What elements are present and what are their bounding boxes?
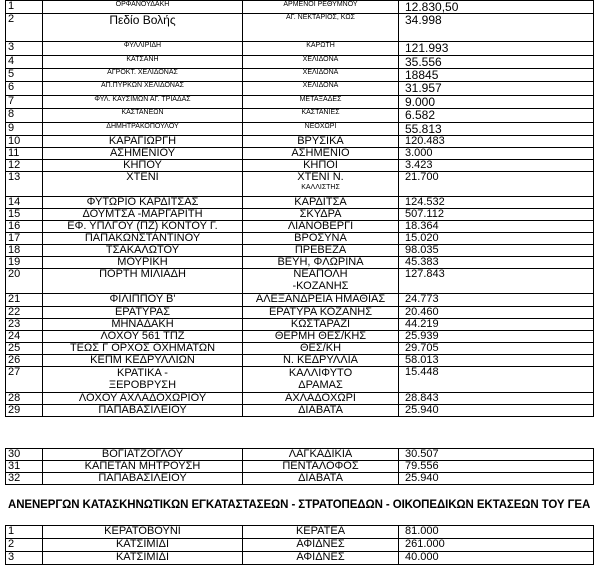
location: ΚΗΠΟΙ	[243, 160, 399, 172]
area: 120.483	[399, 136, 594, 148]
row-number: 29	[6, 405, 43, 417]
row-number: 3	[6, 552, 43, 565]
area: 127.843	[399, 269, 594, 294]
area: 24.773	[399, 294, 594, 307]
location: ΠΕΝΤΑΛΟΦΟΣ	[243, 461, 399, 473]
property-name: ΤΣΑΚΑΛΩΤΟΥ	[43, 245, 243, 257]
location: ΚΕΡΑΤΕΑ	[243, 526, 399, 539]
section-heading: ΑΝΕΝΕΡΓΩΝ ΚΑΤΑΣΚΗΝΩΤΙΚΩΝ ΕΓΚΑΤΑΣΤΑΣΕΩΝ - ΣΤΡΑΤΟΠΕΔΩΝ - ΟΙΚΟΠΕΔΙΚΩΝ ΕΚΤΑΣΕΩΝ ΤΟΥ ΓΕΑ	[8, 499, 591, 511]
property-name: ΚΑΡΑΓΙΩΡΓΗ	[43, 136, 243, 148]
table-row	[6, 221, 594, 233]
table-row	[6, 526, 594, 539]
location	[243, 367, 399, 393]
property-name: Πεδίο Βολής	[43, 14, 243, 42]
row-number: 28	[6, 393, 43, 405]
row-number: 25	[6, 343, 43, 355]
area: 35.556	[399, 56, 594, 69]
location: ΑΧΛΑΔΟΧΩΡΙ	[243, 393, 399, 405]
area: 261.000	[399, 539, 594, 552]
property-name: ΦΥΛΛΙΡΙΔΗ	[43, 42, 243, 56]
area: 9.000	[399, 96, 594, 109]
table-row	[6, 172, 594, 197]
area: 18.364	[399, 221, 594, 233]
area: 55.813	[399, 123, 594, 136]
row-number: 18	[6, 245, 43, 257]
table-row	[6, 148, 594, 160]
area: 20.460	[399, 307, 594, 319]
table-row	[6, 197, 594, 209]
area: 28.843	[399, 393, 594, 405]
property-name: ΦΙΛΙΠΠΟΥ Β'	[43, 294, 243, 307]
location: ΒΡΟΣΥΝΑ	[243, 233, 399, 245]
row-number: 8	[6, 109, 43, 123]
row-number: 24	[6, 331, 43, 343]
location: ΛΙΑΝΟΒΕΡΓΙ	[243, 221, 399, 233]
property-name: ΚΑΤΣΑΝΗ	[43, 56, 243, 69]
row-number: 1	[6, 526, 43, 539]
location: ΒΡΥΣΙΚΑ	[243, 136, 399, 148]
row-number: 21	[6, 294, 43, 307]
property-name: ΕΦ. ΥΠΛΓΟΥ (ΠΖ) ΚΟΝΤΟΥ Γ.	[43, 221, 243, 233]
location-line-1: ΝΕΑΠΟΛΗ	[293, 268, 348, 280]
area: 18845	[399, 69, 594, 82]
property-name: ΧΤΕΝΙ	[43, 172, 243, 197]
property-name: ΠΟΡΤΗ ΜΙΛΙΑΔΗ	[43, 269, 243, 294]
property-name: ΚΗΠΟΥ	[43, 160, 243, 172]
location: ΔΙΑΒΑΤΑ	[243, 405, 399, 417]
property-name: ΔΟΥΜΤΣΑ -ΜΑΡΓΑΡΙΤΗ	[43, 209, 243, 221]
property-name-line-1: ΚΡΑΤΙΚΑ -	[117, 367, 168, 379]
area: 25.940	[399, 473, 594, 485]
location: ΑΣΗΜΕΝΙΟ	[243, 148, 399, 160]
location-line-1: ΚΑΛΛΙΦΥΤΟ	[288, 367, 353, 379]
area: 12.830,50	[399, 1, 594, 14]
location-line-2: ΚΑΛΛΙΣΤΗΣ	[301, 183, 340, 191]
property-name: ΦΥΛ. ΚΑΥΣΙΜΩΝ ΑΓ. ΤΡΙΑΔΑΣ	[43, 96, 243, 109]
location: ΚΑΣΤΑΝΙΕΣ	[243, 109, 399, 123]
table-row	[6, 393, 594, 405]
location: ΘΕΡΜΗ ΘΕΣ/ΚΗΣ	[243, 331, 399, 343]
area: 6.582	[399, 109, 594, 123]
table-row	[6, 461, 594, 473]
area: 15.020	[399, 233, 594, 245]
property-name: ΟΡΦΑΝΟΥΔΑΚΗ	[43, 1, 243, 14]
location-line-1: ΧΤΕΝΙ Ν.	[297, 171, 344, 183]
location: ΠΡΕΒΕΖΑ	[243, 245, 399, 257]
area: 121.993	[399, 42, 594, 56]
row-number: 6	[6, 82, 43, 96]
location: ΑΛΕΞΑΝΔΡΕΙΑ ΗΜΑΘΙΑΣ	[243, 294, 399, 307]
table-row	[6, 405, 594, 417]
row-number: 11	[6, 148, 43, 160]
table-row	[6, 552, 594, 565]
property-name: ΚΕΡΑΤΟΒΟΥΝΙ	[43, 526, 243, 539]
area: 507.112	[399, 209, 594, 221]
location: ΧΕΛΙΔΟΝΑ	[243, 69, 399, 82]
area: 40.000	[399, 552, 594, 565]
location: ΑΡΜΕΝΟΙ ΡΕΘΥΜΝΟΥ	[243, 1, 399, 14]
row-number: 30	[6, 449, 43, 461]
location: ΚΑΡΔΙΤΣΑ	[243, 197, 399, 209]
property-name: ΛΟΧΟΥ ΑΧΛΑΔΟΧΩΡΙΟΥ	[43, 393, 243, 405]
location-line-2: -ΚΟΖΑΝΗΣ	[292, 279, 349, 292]
row-number: 3	[6, 42, 43, 56]
location: ΛΑΓΚΑΔΙΚΙΑ	[243, 449, 399, 461]
area: 34.998	[399, 14, 594, 42]
area: 124.532	[399, 197, 594, 209]
property-name: ΠΑΠΑΒΑΣΙΛΕΙΟΥ	[43, 405, 243, 417]
property-name-line-2: ΞΕΡΟΒΡΥΣΗ	[108, 379, 177, 392]
row-number: 19	[6, 257, 43, 269]
property-name: ΒΟΓΙΑΤΖΟΓΛΟΥ	[43, 449, 243, 461]
property-name: ΔΗΜΗΤΡΑΚΟΠΟΥΛΟΥ	[43, 123, 243, 136]
row-number: 7	[6, 96, 43, 109]
row-number: 26	[6, 355, 43, 367]
row-number: 2	[6, 14, 43, 42]
location: ΕΡΑΤΥΡΑ ΚΟΖΑΝΗΣ	[243, 307, 399, 319]
row-number: 2	[6, 539, 43, 552]
table-row	[6, 343, 594, 355]
area: 58.013	[399, 355, 594, 367]
area: 3.423	[399, 160, 594, 172]
property-name: ΦΥΤΩΡΙΟ ΚΑΡΔΙΤΣΑΣ	[43, 197, 243, 209]
row-number: 4	[6, 56, 43, 69]
property-name: ΠΑΠΑΒΑΣΙΛΕΙΟΥ	[43, 473, 243, 485]
row-number: 10	[6, 136, 43, 148]
property-name: ΜΟΥΡΙΚΗ	[43, 257, 243, 269]
area: 29.705	[399, 343, 594, 355]
table-row	[6, 473, 594, 485]
area: 3.000	[399, 148, 594, 160]
location: ΘΕΣ/ΚΗ	[243, 343, 399, 355]
table-row	[6, 42, 594, 56]
table-row	[6, 109, 594, 123]
location: ΑΦΙΔΝΕΣ	[243, 539, 399, 552]
property-name: ΚΑΣΤΑΝΕΩΝ	[43, 109, 243, 123]
area: 30.507	[399, 449, 594, 461]
area: 25.939	[399, 331, 594, 343]
property-name: ΕΡΑΤΥΡΑΣ	[43, 307, 243, 319]
table-row	[6, 307, 594, 319]
area: 44.219	[399, 319, 594, 331]
property-name: ΠΑΠΑΚΩΝΣΤΑΝΤΙΝΟΥ	[43, 233, 243, 245]
location: ΧΕΛΙΔΟΝΑ	[243, 82, 399, 96]
table-row	[6, 14, 594, 42]
table-row	[6, 160, 594, 172]
location	[243, 269, 399, 294]
table-row	[6, 233, 594, 245]
property-name: ΚΑΤΣΙΜΙΔΙ	[43, 539, 243, 552]
row-number: 16	[6, 221, 43, 233]
location: ΜΕΤΑΞΑΔΕΣ	[243, 96, 399, 109]
table-row	[6, 294, 594, 307]
location: ΑΓ. ΝΕΚΤΑΡΙΟΣ, ΚΩΣ	[243, 14, 399, 42]
table-row	[6, 367, 594, 393]
table-row	[6, 245, 594, 257]
area: 25.940	[399, 405, 594, 417]
row-number: 27	[6, 367, 43, 393]
table-row	[6, 82, 594, 96]
table-row	[6, 539, 594, 552]
row-number: 20	[6, 269, 43, 294]
row-number: 22	[6, 307, 43, 319]
row-number: 12	[6, 160, 43, 172]
area: 21.700	[399, 172, 594, 197]
property-name: ΤΕΩΣ Γ ΟΡΧΟΣ ΟΧΗΜΑΤΩΝ	[43, 343, 243, 355]
area: 79.556	[399, 461, 594, 473]
table-row	[6, 331, 594, 343]
table-row	[6, 319, 594, 331]
row-number: 15	[6, 209, 43, 221]
table-row	[6, 1, 594, 14]
property-name: ΑΠ.ΠΥΡΚΩΝ ΧΕΛΙΔΟΝΑΣ	[43, 82, 243, 96]
row-number: 9	[6, 123, 43, 136]
row-number: 5	[6, 69, 43, 82]
row-number: 23	[6, 319, 43, 331]
location	[243, 172, 399, 197]
property-name: ΑΣΗΜΕΝΙΟΥ	[43, 148, 243, 160]
row-number: 17	[6, 233, 43, 245]
table-row	[6, 257, 594, 269]
table-row	[6, 69, 594, 82]
property-name: ΑΓΡΟΚΤ. ΧΕΛΙΔΟΝΑΣ	[43, 69, 243, 82]
area: 31.957	[399, 82, 594, 96]
area: 15.448	[399, 367, 594, 393]
row-number: 14	[6, 197, 43, 209]
location: ΝΕΟΧΩΡΙ	[243, 123, 399, 136]
location: ΚΩΣΤΑΡΑΖΙ	[243, 319, 399, 331]
table-row	[6, 269, 594, 294]
table-row	[6, 449, 594, 461]
location: ΧΕΛΙΔΟΝΑ	[243, 56, 399, 69]
properties-table-main	[5, 0, 594, 417]
location: Ν. ΚΕΔΡΥΛΛΙΑ	[243, 355, 399, 367]
location: ΒΕΥΗ, ΦΛΩΡΙΝΑ	[243, 257, 399, 269]
location: ΚΑΡΩΤΗ	[243, 42, 399, 56]
property-name: ΜΗΝΑΔΑΚΗ	[43, 319, 243, 331]
area: 45.383	[399, 257, 594, 269]
table-row	[6, 96, 594, 109]
location: ΔΙΑΒΑΤΑ	[243, 473, 399, 485]
property-name	[43, 367, 243, 393]
property-name: ΚΑΠΕΤΑΝ ΜΗΤΡΟΥΣΗ	[43, 461, 243, 473]
table-row	[6, 209, 594, 221]
row-number: 31	[6, 461, 43, 473]
row-number: 1	[6, 1, 43, 14]
property-name: ΚΕΠΜ ΚΕΔΡΥΛΛΙΩΝ	[43, 355, 243, 367]
table-row	[6, 136, 594, 148]
properties-table-continued	[5, 448, 594, 485]
area: 98.035	[399, 245, 594, 257]
inactive-facilities-table	[5, 525, 594, 565]
table-row	[6, 123, 594, 136]
location: ΑΦΙΔΝΕΣ	[243, 552, 399, 565]
location: ΣΚΥΔΡΑ	[243, 209, 399, 221]
row-number: 32	[6, 473, 43, 485]
table-row	[6, 355, 594, 367]
location-line-2: ΔΡΑΜΑΣ	[298, 379, 343, 392]
area: 81.000	[399, 526, 594, 539]
property-name: ΚΑΤΣΙΜΙΔΙ	[43, 552, 243, 565]
row-number: 13	[6, 172, 43, 197]
table-row	[6, 56, 594, 69]
property-name: ΛΟΧΟΥ 561 ΤΠΖ	[43, 331, 243, 343]
